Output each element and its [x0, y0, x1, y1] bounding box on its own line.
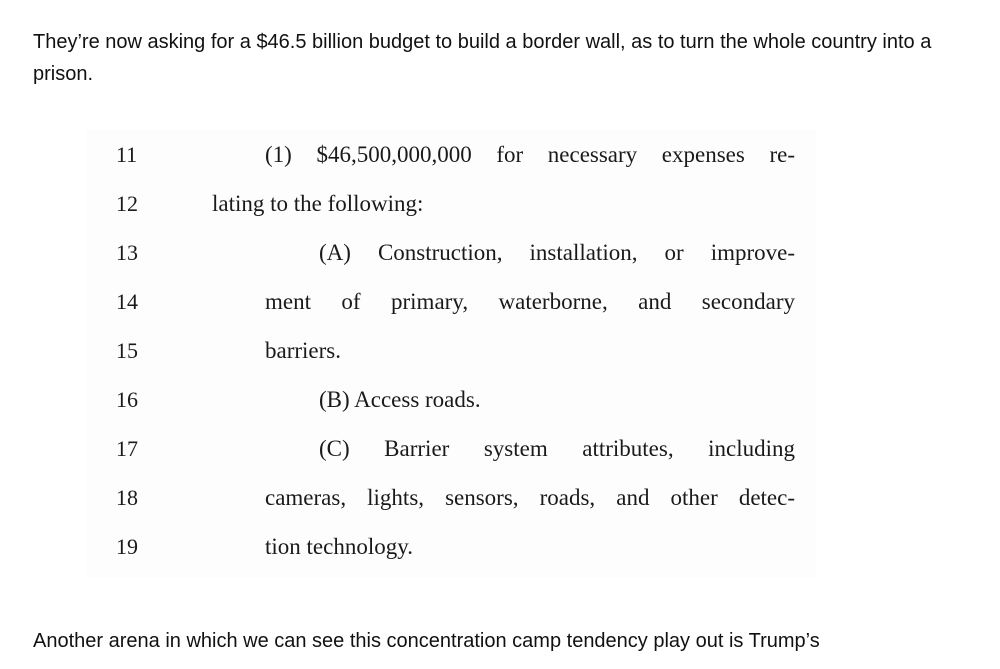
- bill-line: [86, 532, 816, 562]
- bill-line: [86, 434, 816, 464]
- bill-line-number: 18: [116, 485, 138, 510]
- bill-excerpt-image: [86, 130, 816, 578]
- bill-line-number: 11: [116, 142, 138, 167]
- bill-line: [86, 189, 816, 219]
- bill-line: [86, 336, 816, 366]
- bill-line-text: ment of primary, waterborne, and secondary: [265, 289, 795, 314]
- article-paragraph-intro: They’re now asking for a $46.5 billion budget to build a border wall, as to turn the whole country into a prison.: [33, 31, 932, 85]
- bill-line: [86, 238, 816, 268]
- bill-line-number: 13: [116, 240, 138, 265]
- bill-line: [86, 140, 816, 170]
- bill-line-text: lating to the following:: [212, 191, 424, 216]
- bill-line-number: 12: [116, 191, 138, 216]
- bill-line: [86, 287, 816, 317]
- bill-line-text: tion technology.: [265, 534, 413, 559]
- bill-line-text: cameras, lights, sensors, roads, and other detec-: [265, 485, 795, 510]
- bill-line-text: (B) Access roads.: [319, 387, 481, 412]
- bill-line-number: 19: [116, 534, 138, 559]
- bill-line-number: 16: [116, 387, 138, 412]
- bill-line-text: (C) Barrier system attributes, including: [319, 436, 795, 461]
- bill-line-number: 15: [116, 338, 138, 363]
- bill-line-number: 17: [116, 436, 138, 461]
- bill-line: [86, 385, 816, 415]
- bill-line-text: (A) Construction, installation, or improve-: [319, 240, 795, 265]
- bill-line-text: barriers.: [265, 338, 341, 363]
- bill-line: [86, 483, 816, 513]
- bill-line-text: (1) $46,500,000,000 for necessary expenses re-: [265, 142, 795, 167]
- article-paragraph-next: Another arena in which we can see this concentration camp tendency play out is Trump’s: [33, 630, 820, 652]
- bill-line-number: 14: [116, 289, 138, 314]
